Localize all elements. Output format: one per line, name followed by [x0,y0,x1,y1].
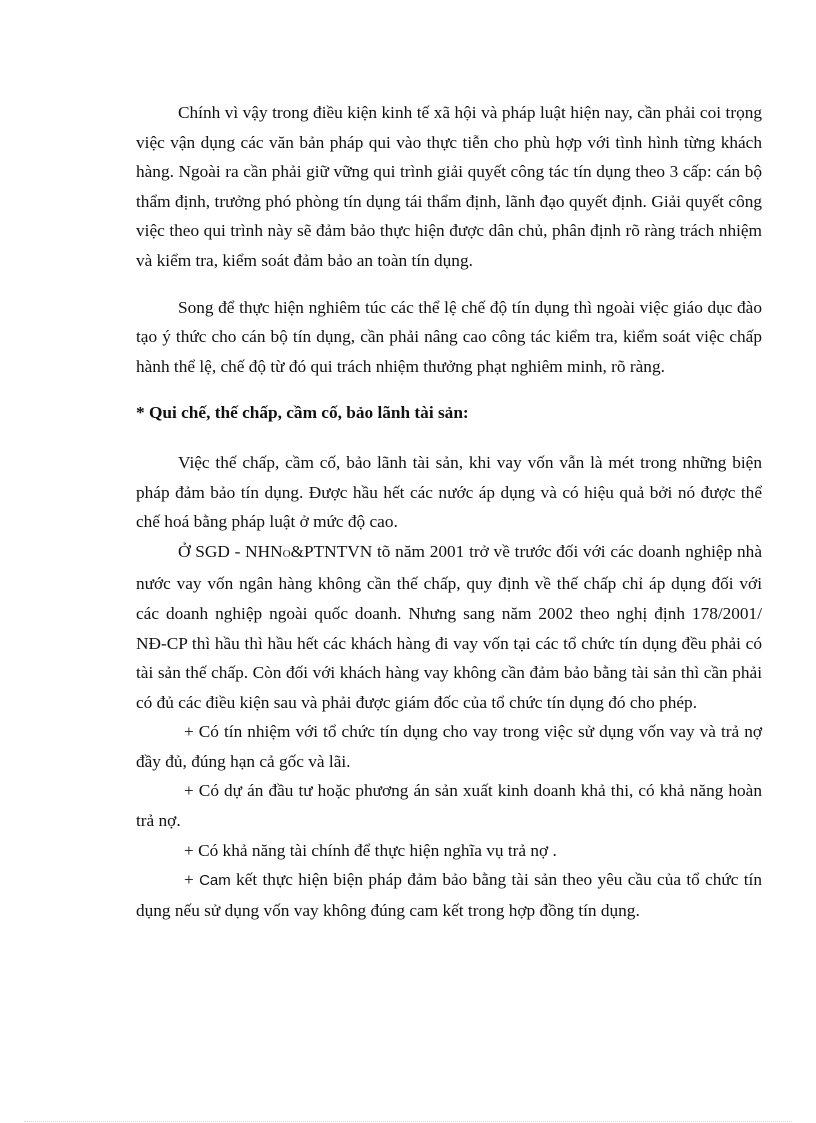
footer-divider [24,1121,792,1122]
paragraph-2: Song để thực hiện nghiêm túc các thể lệ chế độ tín dụng thì ngoài việc giáo dục đào tạo ý thức cho cán bộ tín dụng, cần phải nâng cao công tác kiểm tra, kiểm soát việc chấp hành thể lệ, chế độ từ đó qui trách nhiệm thưởng phạt nghiêm minh, rõ ràng. [136,297,762,376]
paragraph-3: Việc thế chấp, cầm cố, bảo lãnh tài sản, khi vay vốn vẫn là mét trong những biện pháp đảm bảo tín dụng. Được hầu hết các nước áp dụng và có hiệu quả bởi nó được thể chế hoá bằng pháp luật ở mức độ cao. [136,452,762,532]
document-page [136,98,762,925]
paragraph-4 [136,537,762,718]
bullet-4-cam: Cam [199,872,231,890]
paragraph-4-subscript: O [282,547,291,560]
bullet-4-plus: + [184,870,200,890]
bullet-3: + Có khả năng tài chính để thực hiện nghĩa vụ trả nợ . [184,840,557,860]
paragraph-4-rest: &PTNTVN tõ năm 2001 trở về trước đối với các doanh nghiệp nhà nước vay vốn ngân hàng không cần thế chấp, quy định về thế chấp chỉ áp dụng đối với các doanh nghiệp ngoài quốc doanh. Nhưng sang năm 2002 theo nghị định 178/2001/ NĐ-CP thì hầu thì hầu hết các khách hàng đi vay vốn tại các tổ chức tín dụng đều phải có tài sản thế chấp. Còn đối với khách hàng vay không cần đảm bảo bằng tài sản thì cần phải có đủ các điều kiện sau và phải được giám đốc của tổ chức tín dụng đó cho phép. [136,541,762,712]
bullet-4-rest: kết thực hiện biện pháp đảm bảo bằng tài sản theo yêu cầu của tổ chức tín dụng nếu sử dụng vốn vay không đúng cam kết trong hợp đồng tín dụng. [136,870,762,920]
section-heading: * Qui chế, thế chấp, cầm cố, bảo lãnh tài sản: [136,403,469,423]
bullet-2: + Có dự án đầu tư hoặc phương án sản xuất kinh doanh khả thi, có khả năng hoàn trả nợ. [136,781,762,831]
bullet-1: + Có tín nhiệm với tổ chức tín dụng cho vay trong việc sử dụng vốn vay và trả nợ đầy đủ, đúng hạn cả gốc và lãi. [136,722,762,771]
paragraph-1: Chính vì vậy trong điều kiện kinh tế xã hội và pháp luật hiện nay, cần phải coi trọng việc vận dụng các văn bản pháp qui vào thực tiễn cho phù hợp với tình hình từng khách hàng. Ngoài ra cần phải giữ vững qui trình giải quyết công tác tín dụng theo 3 cấp: cán bộ thẩm định, trưởng phó phòng tín dụng tái thẩm định, lãnh đạo quyết định. Giải quyết công việc theo qui trình này sẽ đảm bảo thực hiện được dân chủ, phân định rõ ràng trách nhiệm và kiểm tra, kiểm soát đảm bảo an toàn tín dụng. [136,103,762,270]
bullet-4 [136,865,762,925]
paragraph-4-start: Ở SGD - NHN [178,541,283,561]
